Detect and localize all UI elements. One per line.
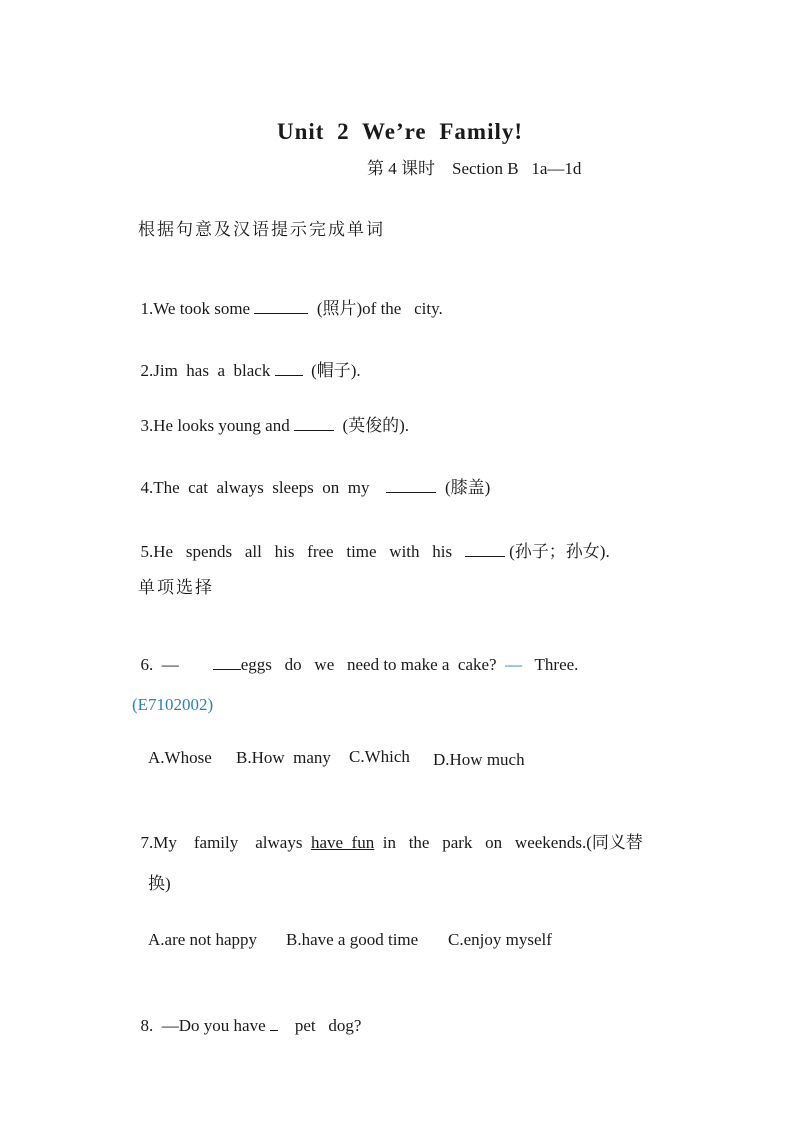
answer-blank[interactable] [465,541,505,557]
question-text-rest: pet dog? [290,1016,362,1035]
answer-blank[interactable] [213,654,241,670]
question-8 [132,993,361,1037]
question-text: 4.The cat always sleeps on my [140,478,374,497]
q6-option-b[interactable]: B.How many [236,748,331,767]
q6-option-a[interactable]: A.Whose [148,748,212,767]
section-heading-fill: 根据句意及汉语提示完成单词 [138,220,385,239]
question-text: 1.We took some [140,299,255,318]
question-hint: (孙子；孙女). [509,542,610,561]
question-text: My family always [153,833,311,852]
section-heading-choice: 单项选择 [138,578,214,597]
underlined-phrase: have fun [310,833,375,852]
question-6 [132,632,578,676]
question-text: 2.Jim has a black [140,361,275,380]
answer-blank[interactable] [294,415,334,431]
q7-option-a[interactable]: A.are not happy [148,930,258,949]
question-hint: (英俊的). [342,416,410,435]
page-title: Unit 2 We’re Family! [276,119,524,144]
q6-option-c[interactable]: C.Which [349,747,410,766]
answer-blank[interactable] [275,360,303,376]
q6-option-d[interactable]: D.How much [433,750,525,769]
dash-mark: — [505,655,523,674]
question-text: 5.He spends all his free time with his [140,542,457,561]
question-7 [132,810,643,854]
question-text: eggs do we need to make a cake? [240,655,497,674]
lesson-subtitle: 第 4 课时 Section B 1a—1d [367,159,582,178]
question-5 [132,519,610,563]
answer-blank[interactable] [386,477,436,493]
question-number: 6. — [140,655,179,674]
question-text: 3.He looks young and [140,416,294,435]
question-1 [132,276,443,320]
question-text-rest: in the park on weekends.(同义替 [374,833,643,852]
question-7-continued: 换) [148,874,171,893]
question-3 [132,393,409,437]
question-code: (E7102002) [132,695,214,714]
question-hint: (膝盖) [444,478,491,497]
answer-blank[interactable] [254,298,308,314]
question-answer: Three. [534,655,579,674]
question-hint: (帽子). [311,361,361,380]
question-hint: (照片)of the city. [316,299,443,318]
question-number: 7. [140,833,154,852]
q7-option-c[interactable]: C.enjoy myself [448,930,552,949]
answer-blank[interactable] [270,1015,278,1031]
q7-option-b[interactable]: B.have a good time [286,930,419,949]
question-text: 8. —Do you have [140,1016,270,1035]
question-4 [132,455,490,499]
question-2 [132,338,361,382]
